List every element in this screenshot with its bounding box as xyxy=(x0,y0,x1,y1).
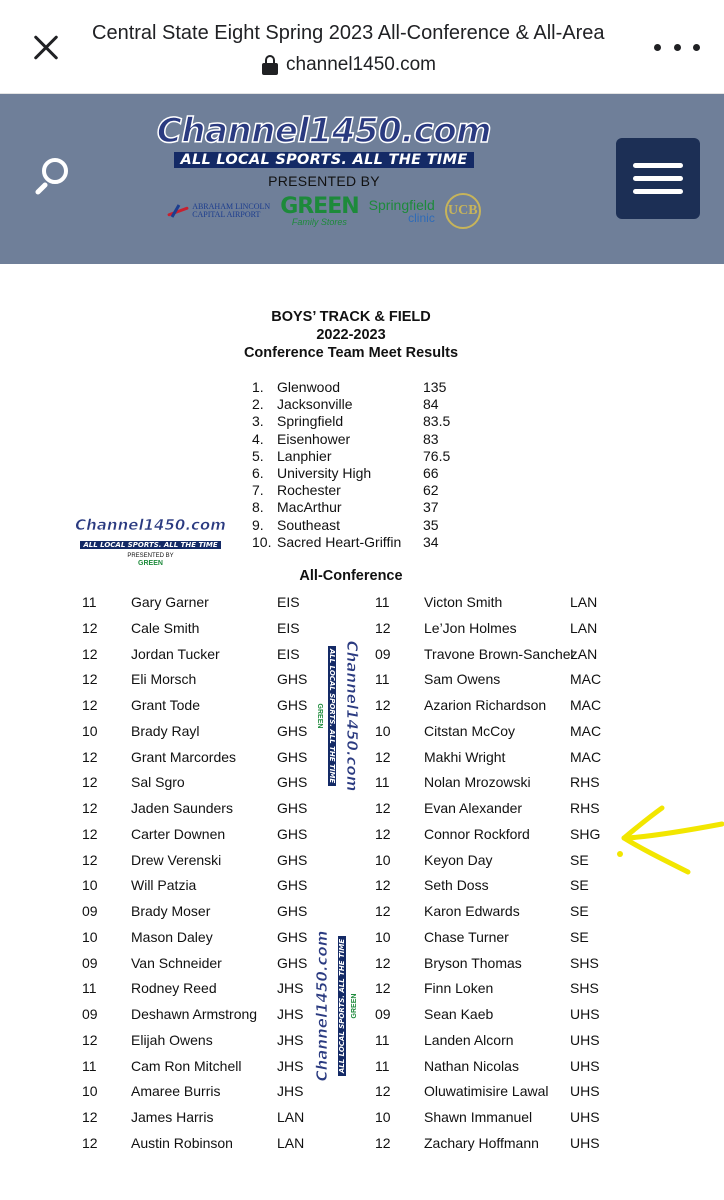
right-year: 12 xyxy=(375,1083,391,1100)
table-row xyxy=(0,980,724,1006)
right-athlete: Citstan McCoy xyxy=(424,722,516,739)
right-athlete: Zachary Hoffmann xyxy=(424,1134,539,1151)
standings-score: 135 xyxy=(423,379,447,395)
left-athlete: Austin Robinson xyxy=(131,1134,233,1151)
right-athlete: Shawn Immanuel xyxy=(424,1109,533,1125)
table-row xyxy=(0,877,724,903)
right-athlete: Bryson Thomas xyxy=(424,954,522,971)
right-year: 10 xyxy=(375,928,391,945)
left-school: GHS xyxy=(277,697,308,713)
right-athlete: Evan Alexander xyxy=(424,800,523,816)
standings-rank: 3. xyxy=(252,413,264,430)
left-year: 12 xyxy=(82,748,98,765)
airport-line1: ABRAHAM LINCOLN xyxy=(192,202,271,211)
right-athlete: Seth Doss xyxy=(424,877,489,894)
right-year: 11 xyxy=(375,1031,390,1048)
springfield-clinic-logo xyxy=(369,198,435,224)
right-year: 12 xyxy=(375,748,391,765)
standings-rank: 10. xyxy=(252,533,272,550)
standings-score: 62 xyxy=(423,482,439,499)
table-row xyxy=(0,1083,724,1109)
right-athlete: Victon Smith xyxy=(424,594,503,610)
left-athlete: Brady Moser xyxy=(131,903,211,919)
right-athlete: Connor Rockford xyxy=(424,825,530,842)
left-athlete: James Harris xyxy=(131,1109,214,1125)
left-athlete: Gary Garner xyxy=(131,594,209,610)
left-school: GHS xyxy=(277,851,308,868)
left-year: 09 xyxy=(82,954,98,971)
standings-team: Springfield xyxy=(277,413,344,430)
right-year: 11 xyxy=(375,594,390,610)
right-athlete: Finn Loken xyxy=(424,980,494,997)
right-school: SHG xyxy=(570,825,601,842)
left-year: 11 xyxy=(82,980,97,997)
standings-score: 83.5 xyxy=(423,413,451,430)
airport-line2: CAPITAL AIRPORT xyxy=(192,210,261,219)
right-school: LAN xyxy=(570,619,598,636)
right-year: 12 xyxy=(375,877,391,894)
right-school: MAC xyxy=(570,722,602,739)
left-school: GHS xyxy=(277,800,308,816)
left-athlete: Van Schneider xyxy=(131,954,222,971)
left-year: 12 xyxy=(82,1109,98,1125)
right-year: 12 xyxy=(375,980,391,997)
green-text: GREEN xyxy=(280,193,359,219)
left-year: 12 xyxy=(82,825,98,842)
doc-title: BOYS’ TRACK & FIELD xyxy=(271,309,431,325)
left-athlete: Carter Downen xyxy=(131,825,226,842)
airport-logo xyxy=(167,202,270,220)
right-school: UHS xyxy=(570,1057,600,1074)
left-athlete: Deshawn Armstrong xyxy=(131,1006,258,1022)
left-school: GHS xyxy=(277,903,308,919)
lock-icon xyxy=(262,55,278,75)
table-row xyxy=(0,1006,724,1032)
results-document xyxy=(0,264,724,1200)
right-athlete: Makhi Wright xyxy=(424,748,506,765)
left-year: 12 xyxy=(82,1031,98,1048)
right-year: 10 xyxy=(375,1109,391,1125)
left-year: 12 xyxy=(82,774,98,791)
left-athlete: Jordan Tucker xyxy=(131,645,220,662)
left-athlete: Will Patzia xyxy=(131,877,197,894)
table-row xyxy=(0,594,724,620)
standings-rank: 8. xyxy=(252,499,264,516)
site-header xyxy=(0,94,724,264)
table-row xyxy=(0,1058,724,1084)
left-school: GHS xyxy=(277,928,308,945)
close-icon[interactable] xyxy=(22,24,70,72)
left-school: JHS xyxy=(277,1006,304,1022)
right-school: RHS xyxy=(570,774,600,791)
standings-rank: 9. xyxy=(252,516,264,533)
standings-team: Lanphier xyxy=(277,447,332,464)
right-athlete: Travone Brown-Sanchez xyxy=(424,645,578,662)
right-school: MAC xyxy=(570,697,602,713)
standings-rank: 6. xyxy=(252,464,264,481)
left-school: JHS xyxy=(277,1057,304,1074)
left-year: 12 xyxy=(82,645,98,662)
standings-team: Eisenhower xyxy=(277,430,351,447)
right-school: SHS xyxy=(570,954,599,971)
right-year: 12 xyxy=(375,825,391,842)
right-athlete: Keyon Day xyxy=(424,851,493,868)
right-year: 12 xyxy=(375,800,391,816)
left-athlete: Sal Sgro xyxy=(131,774,185,791)
channel1450-mini-logo: Channel1450.com ALL LOCAL SPORTS. ALL THE TIME PRESENTED BY GREEN xyxy=(75,516,226,567)
standings-team: Rochester xyxy=(277,482,341,499)
left-athlete: Brady Rayl xyxy=(131,722,200,739)
left-school: JHS xyxy=(277,1031,304,1048)
left-athlete: Rodney Reed xyxy=(131,980,217,997)
right-year: 12 xyxy=(375,619,391,636)
right-school: SHS xyxy=(570,980,599,997)
left-athlete: Grant Marcordes xyxy=(131,748,237,765)
watermark-logo: Channel1450.com ALL LOCAL SPORTS. ALL THE TIME GREEN xyxy=(316,640,361,792)
left-year: 12 xyxy=(82,697,98,713)
table-row xyxy=(0,1109,724,1135)
plane-icon xyxy=(167,202,189,220)
table-row xyxy=(0,929,724,955)
right-school: SE xyxy=(570,903,589,919)
standings-rank: 2. xyxy=(252,396,264,413)
site-logo[interactable] xyxy=(126,112,522,242)
left-school: EIS xyxy=(277,645,300,662)
standings-team: MacArthur xyxy=(277,499,342,516)
clinic-text: clinic xyxy=(408,211,435,225)
left-athlete: Cale Smith xyxy=(131,619,200,636)
left-year: 12 xyxy=(82,671,98,688)
standings-team: University High xyxy=(277,464,372,481)
left-school: GHS xyxy=(277,722,308,739)
left-school: GHS xyxy=(277,954,308,971)
standings-score: 76.5 xyxy=(423,447,451,464)
standings-score: 84 xyxy=(423,396,439,413)
table-row xyxy=(0,671,724,697)
standings-rank: 5. xyxy=(252,447,264,464)
right-athlete: Chase Turner xyxy=(424,928,509,945)
doc-subtitle: Conference Team Meet Results xyxy=(243,345,459,361)
left-school: LAN xyxy=(277,1134,305,1151)
search-icon[interactable] xyxy=(30,152,78,200)
yellow-arrow-annotation xyxy=(610,800,724,880)
watermark-logo: Channel1450.com ALL LOCAL SPORTS. ALL THE TIME GREEN xyxy=(313,930,358,1082)
green-sub: Family Stores xyxy=(291,216,347,227)
standings-team: Sacred Heart-Griffin xyxy=(277,533,402,550)
left-year: 10 xyxy=(82,722,98,739)
right-school: MAC xyxy=(570,748,602,765)
right-year: 12 xyxy=(375,903,391,919)
springfield-text: Springfield xyxy=(368,197,435,213)
right-year: 11 xyxy=(375,774,390,791)
presented-by: PRESENTED BY xyxy=(268,173,380,189)
left-year: 09 xyxy=(82,903,98,919)
right-athlete: Karon Edwards xyxy=(424,903,520,919)
left-year: 12 xyxy=(82,1134,98,1151)
right-year: 12 xyxy=(375,1134,391,1151)
right-school: SE xyxy=(570,928,589,945)
left-athlete: Grant Tode xyxy=(131,697,201,713)
left-athlete: Drew Verenski xyxy=(131,851,222,868)
right-athlete: Nolan Mrozowski xyxy=(424,774,531,791)
left-school: GHS xyxy=(277,825,308,842)
table-row xyxy=(0,697,724,723)
url-text: channel1450.com xyxy=(286,54,436,75)
right-athlete: Landen Alcorn xyxy=(424,1031,514,1048)
table-row xyxy=(0,749,724,775)
standings-score: 37 xyxy=(423,499,439,516)
browser-toolbar xyxy=(0,0,724,94)
right-athlete: Azarion Richardson xyxy=(424,697,547,713)
right-school: UHS xyxy=(570,1134,600,1151)
standings-score: 66 xyxy=(423,464,439,481)
right-year: 09 xyxy=(375,645,391,662)
green-logo xyxy=(280,193,359,227)
right-athlete: Sam Owens xyxy=(424,671,501,688)
left-school: JHS xyxy=(277,1083,304,1100)
right-school: UHS xyxy=(570,1109,600,1125)
more-options-icon[interactable] xyxy=(652,34,702,60)
left-school: GHS xyxy=(277,774,308,791)
all-conference-heading: All-Conference xyxy=(299,568,403,584)
logo-text: Channel1450.com xyxy=(156,111,492,151)
standings-team: Southeast xyxy=(277,516,341,533)
left-athlete: Amaree Burris xyxy=(131,1083,221,1100)
right-year: 11 xyxy=(375,1057,390,1074)
left-school: EIS xyxy=(277,619,300,636)
right-athlete: Nathan Nicolas xyxy=(424,1057,519,1074)
left-athlete: Mason Daley xyxy=(131,928,213,945)
right-school: SE xyxy=(570,851,589,868)
table-row xyxy=(0,646,724,672)
standings-score: 83 xyxy=(423,430,439,447)
standings-rank: 7. xyxy=(252,482,264,499)
standings-score: 35 xyxy=(423,516,439,533)
left-athlete: Elijah Owens xyxy=(131,1031,213,1048)
table-row xyxy=(0,620,724,646)
right-school: MAC xyxy=(570,671,602,688)
hamburger-menu-icon[interactable] xyxy=(616,138,700,219)
table-row xyxy=(0,1032,724,1058)
right-school: LAN xyxy=(570,645,598,662)
left-year: 12 xyxy=(82,851,98,868)
left-year: 12 xyxy=(82,619,98,636)
right-school: LAN xyxy=(570,594,598,610)
right-year: 12 xyxy=(375,697,391,713)
left-year: 10 xyxy=(82,877,98,894)
standings-score: 34 xyxy=(423,533,439,550)
table-row xyxy=(0,903,724,929)
left-school: GHS xyxy=(277,877,308,894)
table-row xyxy=(0,955,724,981)
left-year: 11 xyxy=(82,594,97,610)
left-school: EIS xyxy=(277,594,300,610)
left-year: 09 xyxy=(82,1006,98,1022)
right-school: UHS xyxy=(570,1083,600,1100)
standings-team: Jacksonville xyxy=(277,396,353,413)
table-row xyxy=(0,723,724,749)
right-school: SE xyxy=(570,877,589,894)
left-year: 12 xyxy=(82,800,98,816)
left-athlete: Eli Morsch xyxy=(131,671,197,688)
logo-tagline: ALL LOCAL SPORTS. ALL THE TIME xyxy=(174,152,473,168)
right-school: UHS xyxy=(570,1031,600,1048)
table-row xyxy=(0,1135,724,1161)
standings-rank: 4. xyxy=(252,430,264,447)
doc-season: 2022-2023 xyxy=(316,327,386,343)
right-school: UHS xyxy=(570,1006,600,1022)
standings-team: Glenwood xyxy=(277,379,341,395)
right-athlete: Sean Kaeb xyxy=(424,1006,494,1022)
left-school: LAN xyxy=(277,1109,305,1125)
right-year: 10 xyxy=(375,851,391,868)
right-year: 11 xyxy=(375,671,390,688)
sponsor-logos xyxy=(126,193,522,229)
left-school: JHS xyxy=(277,980,304,997)
standings-rank: 1. xyxy=(252,379,264,395)
left-year: 11 xyxy=(82,1057,97,1074)
right-athlete: Oluwatimisire Lawal xyxy=(424,1083,549,1100)
right-athlete: Le’Jon Holmes xyxy=(424,619,517,636)
left-year: 10 xyxy=(82,1083,98,1100)
left-athlete: Cam Ron Mitchell xyxy=(131,1057,242,1074)
page-title: Central State Eight Spring 2023 All-Conference & All-Area xyxy=(92,22,605,44)
left-year: 10 xyxy=(82,928,98,945)
right-year: 12 xyxy=(375,954,391,971)
right-school: RHS xyxy=(570,800,600,816)
table-row xyxy=(0,774,724,800)
left-school: GHS xyxy=(277,748,308,765)
right-year: 09 xyxy=(375,1006,391,1022)
right-year: 10 xyxy=(375,722,391,739)
left-athlete: Jaden Saunders xyxy=(131,800,233,816)
ucb-logo: UCB xyxy=(445,193,481,229)
left-school: GHS xyxy=(277,671,308,688)
url-bar[interactable] xyxy=(262,53,436,77)
